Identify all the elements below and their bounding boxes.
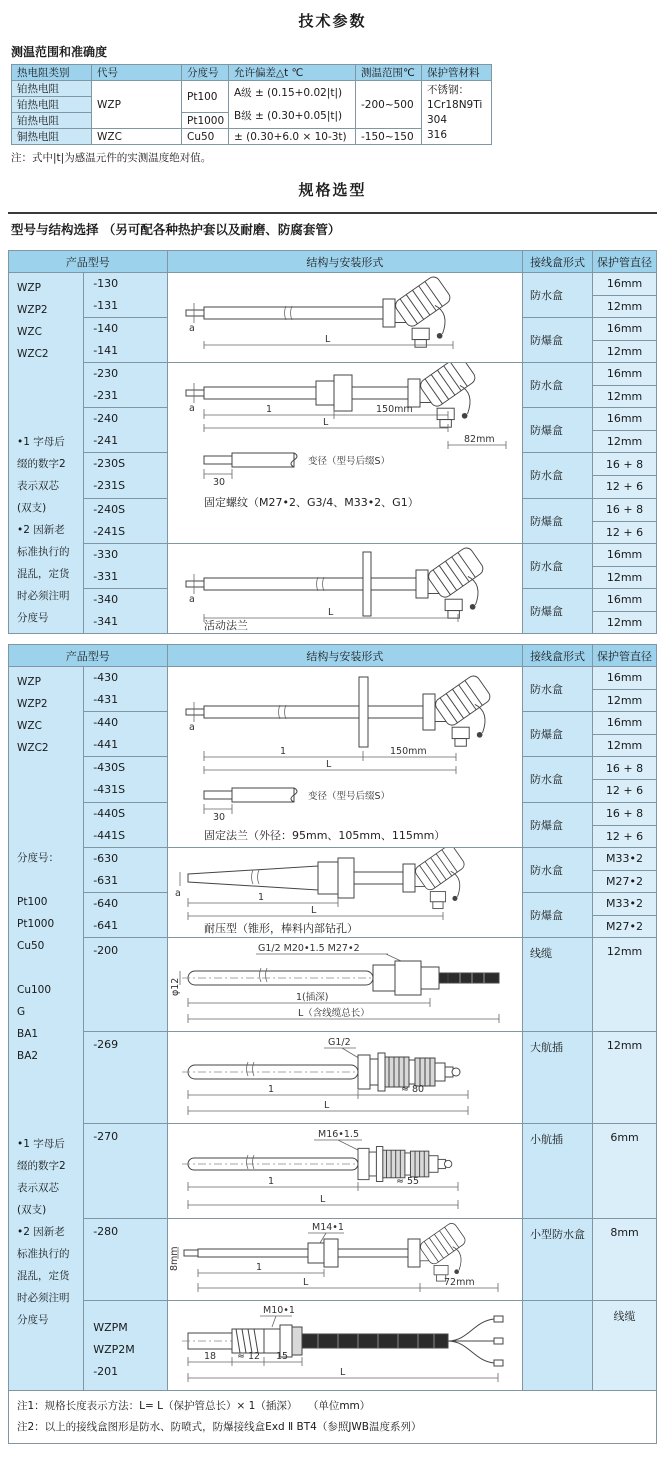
deviation-cell: ± (0.30+6.0 × 10-3t) (229, 129, 356, 145)
code-cell: WZC (92, 129, 182, 145)
model-notes-cell: WZP WZP2 WZC WZC2 分度号： Pt100 Pt1000 Cu50 Cu100 G BA1 BA2 •1 字母后 缀的数字2 表示双芯 (双支) •2 因新老 标准执行的 混乱，定货 时必须注明 分度号 (9, 667, 84, 1391)
range-accuracy-heading: 测温范围和准确度 (11, 45, 108, 59)
structure-cell (167, 1301, 522, 1391)
diameter-cell: 16 + 8 (593, 498, 657, 521)
diameter-cell: M27•2 (593, 915, 657, 938)
diameter-cell: 12mm (593, 295, 657, 318)
thread-labels: G1/2 (327, 1037, 351, 1048)
graduation-cell: Pt100 (182, 81, 229, 113)
box-type-cell: 防水盒 (523, 757, 593, 802)
table-footnotes (9, 1391, 657, 1444)
dim-label: 30 (212, 477, 225, 488)
dim-label: 150mm (375, 404, 413, 415)
diameter-cell: 16mm (593, 589, 657, 612)
diameter-cell: 线缆 (593, 1301, 657, 1391)
dim-label: L (319, 1194, 325, 1205)
col-header: 产品型号 (9, 645, 168, 667)
model-code-cell: -280 (84, 1219, 167, 1301)
dim-label: a (188, 722, 195, 733)
box-type-cell: 防水盒 (523, 544, 593, 589)
model-code-cell: -230 -231 (84, 363, 167, 408)
diameter-cell: 16mm (593, 544, 657, 567)
model-code-cell: -430S -431S (84, 757, 167, 802)
diameter-cell: 12mm (593, 611, 657, 634)
box-type-cell: 防爆盒 (523, 498, 593, 543)
inset-label: 变径（型号后缀S） (307, 456, 390, 467)
structure-cell (167, 273, 522, 363)
dim-label: 1 (255, 1262, 262, 1273)
diameter-cell: 16mm (593, 712, 657, 735)
deviation-cell (229, 81, 356, 129)
diameter-cell: 12 + 6 (593, 780, 657, 803)
thread-labels: M16•1.5 (317, 1129, 359, 1140)
material-cell: 不锈钢： 1Cr18N9Ti 304 316 (422, 81, 492, 145)
deviation-b: B级 ± (0.30+0.05|t|) (234, 109, 343, 122)
diameter-cell: 12mm (593, 938, 657, 1032)
structure-cell (167, 544, 522, 634)
model-code-cell: -340 -341 (84, 589, 167, 634)
box-type-cell: 线缆 (523, 938, 593, 1032)
col-header: 接线盒形式 (523, 645, 593, 667)
category-cell: 铜热电阻 (12, 129, 92, 145)
structure-cell (167, 1032, 522, 1124)
col-header: 保护管材料 (422, 65, 492, 81)
diagram-probe-fixed-thread (168, 363, 513, 543)
diameter-cell: M33•2 (593, 848, 657, 871)
category-cell: 铂热电阻 (12, 81, 92, 97)
diameter-cell: M33•2 (593, 893, 657, 916)
box-type-cell: 防爆盒 (523, 712, 593, 757)
model-table-2 (8, 644, 657, 1444)
diagram-probe-small-connector (168, 1124, 513, 1217)
dim-label: L (302, 1277, 308, 1288)
structure-cell (167, 848, 522, 938)
box-type-cell: 小型防水盒 (523, 1219, 593, 1301)
category-cell: 铂热电阻 (12, 97, 92, 113)
box-type-cell (523, 1301, 593, 1391)
model-code-cell: -440 -441 (84, 712, 167, 757)
thread-labels: G1/2 M20•1.5 M27•2 (257, 943, 360, 954)
dim-label: L (323, 1100, 329, 1111)
dim-label: 1(插深) (295, 992, 329, 1003)
box-type-cell: 防水盒 (523, 273, 593, 318)
dim-label: a (188, 403, 195, 414)
diameter-cell: 16 + 8 (593, 453, 657, 476)
model-code-cell: -140 -141 (84, 318, 167, 363)
thread-labels: M14•1 (311, 1222, 344, 1233)
selection-heading: 型号与结构选择 （另可配各种热护套以及耐磨、防腐套管） (8, 212, 657, 250)
col-header: 产品型号 (9, 251, 168, 273)
structure-caption: 活动法兰 (203, 619, 248, 632)
col-header: 结构与安装形式 (167, 645, 522, 667)
range-cell: -150~150 (356, 129, 422, 145)
dim-label: 150mm (389, 746, 427, 757)
dim-label: 1 (279, 746, 286, 757)
diagram-probe-large-connector (168, 1032, 513, 1122)
model-code-cell: -200 (84, 938, 167, 1032)
graduation-cell: Pt1000 (182, 113, 229, 129)
diameter-cell: 16mm (593, 273, 657, 296)
dim-label: ≈ 55 (395, 1176, 419, 1187)
box-type-cell: 小航插 (523, 1124, 593, 1219)
diameter-cell: 16mm (593, 667, 657, 690)
dim-label: 15 (275, 1351, 288, 1362)
dim-label: ≈ 12 (236, 1351, 260, 1362)
diameter-cell: 12mm (593, 566, 657, 589)
model-code-cell: -270 (84, 1124, 167, 1219)
box-type-cell: 防爆盒 (523, 589, 593, 634)
diameter-cell: 16 + 8 (593, 802, 657, 825)
spec-title: 规格选型 (298, 181, 367, 199)
dim-label: 1 (267, 1176, 274, 1187)
page-title: 技术参数 (298, 12, 367, 30)
thread-labels: M10•1 (262, 1305, 295, 1316)
diameter-cell: 16mm (593, 363, 657, 386)
params-note: 注：式中|t|为感温元件的实测温度绝对值。 (11, 152, 212, 164)
col-header: 保护管直径 (593, 251, 657, 273)
col-header: 接线盒形式 (523, 251, 593, 273)
dim-label: L (310, 905, 316, 916)
diameter-cell: 16 + 8 (593, 757, 657, 780)
diameter-cell: 12mm (593, 734, 657, 757)
dim-label: 72mm (443, 1277, 475, 1288)
diameter-cell: 12mm (593, 340, 657, 363)
params-table (11, 64, 492, 145)
diagram-probe-cable-type (168, 938, 513, 1030)
box-type-cell: 防爆盒 (523, 408, 593, 453)
model-code-cell: -630 -631 (84, 848, 167, 893)
diagram-probe-small-waterproof (168, 1219, 513, 1299)
diameter-cell: 16mm (593, 318, 657, 341)
dim-label: φ12 (169, 977, 181, 996)
diameter-cell: 12 + 6 (593, 521, 657, 544)
dim-label: L（含线缆总长） (297, 1008, 370, 1019)
box-type-cell: 防爆盒 (523, 318, 593, 363)
model-table-1 (8, 250, 657, 634)
box-type-cell: 防水盒 (523, 848, 593, 893)
diameter-cell: 12 + 6 (593, 476, 657, 499)
structure-caption: 固定螺纹（M27•2、G3/4、M33•2、G1） (203, 496, 419, 509)
diagram-probe-spring-cable (168, 1301, 513, 1389)
dim-label: 1 (265, 404, 272, 415)
footnote-1: 注1：规格长度表示方法：L= L（保护管总长）× 1（插深） （单位mm） (17, 1400, 371, 1412)
structure-cell (167, 667, 522, 848)
diameter-cell: 12mm (593, 385, 657, 408)
model-code-cell: -330 -331 (84, 544, 167, 589)
model-code-cell: -240 -241 (84, 408, 167, 453)
diameter-cell: 8mm (593, 1219, 657, 1301)
dim-label: a (174, 888, 181, 899)
model-code-cell: WZPM WZP2M -201 (84, 1301, 167, 1391)
structure-cell (167, 1124, 522, 1219)
category-cell: 铂热电阻 (12, 113, 92, 129)
col-header: 热电阻类别 (12, 65, 92, 81)
structure-caption: 耐压型（锥形，棒料内部钻孔） (203, 922, 358, 935)
box-type-cell: 防爆盒 (523, 893, 593, 938)
box-type-cell: 防水盒 (523, 363, 593, 408)
graduation-cell: Cu50 (182, 129, 229, 145)
col-header: 允许偏差△t ℃ (229, 65, 356, 81)
structure-cell (167, 363, 522, 544)
model-code-cell: -269 (84, 1032, 167, 1124)
diameter-cell: 16mm (593, 408, 657, 431)
diagram-probe-fixed-flange (168, 667, 513, 847)
diameter-cell: M27•2 (593, 870, 657, 893)
structure-caption: 固定法兰（外径：95mm、105mm、115mm） (203, 829, 445, 842)
diagram-probe-basic (168, 273, 513, 361)
model-code-cell: -430 -431 (84, 667, 167, 712)
dim-label: 30 (212, 812, 225, 823)
diameter-cell: 12mm (593, 430, 657, 453)
col-header: 结构与安装形式 (167, 251, 522, 273)
model-code-cell: -240S -241S (84, 498, 167, 543)
dim-label: L (325, 759, 331, 770)
diameter-cell: 12mm (593, 1032, 657, 1124)
diameter-cell: 12mm (593, 689, 657, 712)
model-code-cell: -230S -231S (84, 453, 167, 498)
model-notes-cell: WZP WZP2 WZC WZC2 •1 字母后 缀的数字2 表示双芯 (双支) •2 因新老 标准执行的 混乱，定货 时必须注明 分度号 (9, 273, 84, 634)
footnote-2: 注2：以上的接线盒图形是防水、防喷式，防爆接线盒Exd Ⅱ BT4（参照JWB温度系列） (17, 1421, 422, 1433)
col-header: 测温范围℃ (356, 65, 422, 81)
deviation-a: A级 ± (0.15+0.02|t|) (234, 86, 343, 99)
box-type-cell: 防爆盒 (523, 802, 593, 847)
dim-label: L (324, 334, 330, 345)
diameter-cell: 6mm (593, 1124, 657, 1219)
diagram-probe-pressure-cone (168, 848, 513, 936)
dim-label: L (339, 1367, 345, 1378)
inset-label: 变径（型号后缀S） (307, 791, 390, 802)
code-cell: WZP (92, 81, 182, 129)
model-code-cell: -440S -441S (84, 802, 167, 847)
box-type-cell: 防水盒 (523, 453, 593, 498)
box-type-cell: 防水盒 (523, 667, 593, 712)
structure-cell (167, 938, 522, 1032)
dim-label: ≈ 80 (400, 1084, 424, 1095)
box-type-cell: 大航插 (523, 1032, 593, 1124)
dim-label: L (322, 417, 328, 428)
range-cell: -200~500 (356, 81, 422, 129)
diameter-cell: 12 + 6 (593, 825, 657, 848)
dim-label: a (188, 323, 195, 334)
dim-label: 18 (203, 1351, 216, 1362)
col-header: 代号 (92, 65, 182, 81)
diagram-probe-movable-flange (168, 544, 513, 632)
dim-label: 1 (257, 892, 264, 903)
model-code-cell: -640 -641 (84, 893, 167, 938)
col-header: 分度号 (182, 65, 229, 81)
col-header: 保护管直径 (593, 645, 657, 667)
dim-label: L (327, 607, 333, 618)
dim-label: 82mm (463, 434, 495, 445)
dim-label: a (188, 594, 195, 605)
dim-label: 1 (267, 1084, 274, 1095)
structure-cell (167, 1219, 522, 1301)
dim-label: 8mm (168, 1246, 180, 1271)
model-code-cell: -130 -131 (84, 273, 167, 318)
